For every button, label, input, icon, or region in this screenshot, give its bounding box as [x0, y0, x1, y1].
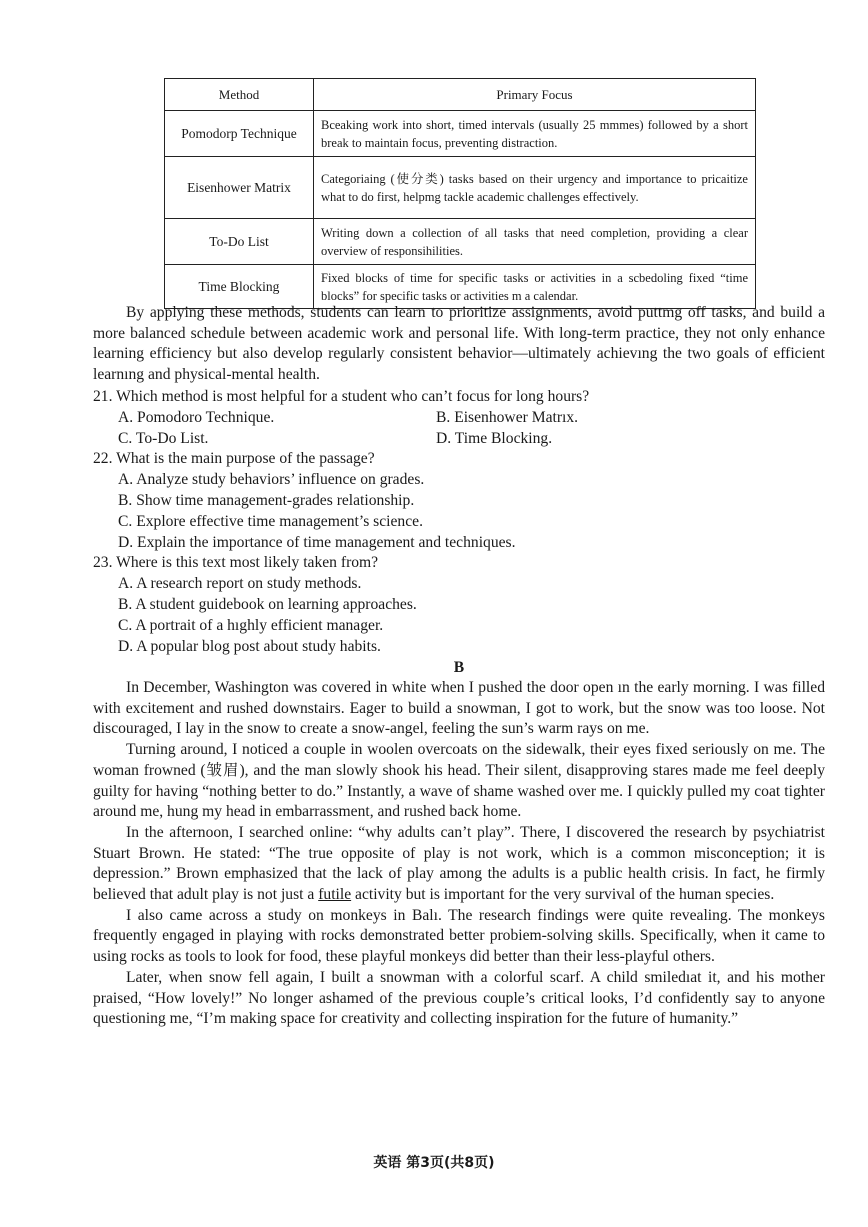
- option: A. A research report on study methods.: [118, 575, 362, 593]
- paragraph: I also came across a study on monkeys in Balı. The research findings were quite revealing. The monkeys frequently engaged in playing with rocks demonstrated better probiem-solving skills. Specifically, when it came to using rocks as tools to look for food, these playful monkeys did better than their less-playful others.: [93, 906, 825, 966]
- section-b-heading: B: [453, 659, 465, 676]
- option: B. A student guidebook on learning approaches.: [118, 595, 417, 613]
- paragraph: In December, Washington was covered in white when I pushed the door open ın the early morning. I was filled with excitement and rushed downstairs. Eager to build a snowman, I got to work, but the snow was too loose. Not discouraged, I lay in the snow to create a snow-angel, feeling the sun’s warm rays on me.: [93, 679, 825, 738]
- header-method: Method: [165, 79, 314, 111]
- paragraph: Turning around, I noticed a couple in woolen overcoats on the sidewalk, their eyes fixed seriously on me. The woman frowned (皱眉), and the man slowly shook his head. Their silent, disapproving stares made me feel deeply guilty for having “nothing better to do.” Instantly, a wave of shame washed over me. I quickly pulled my coat tighter around me, hung my head in embarrassment, and rushed back home.: [93, 741, 825, 821]
- option: C. Explore effective time management’s science.: [118, 512, 423, 530]
- option: C. To-Do List.: [118, 429, 209, 447]
- underlined-word-futile: futile: [318, 886, 352, 904]
- page-footer: 英语 第3页(共8页): [373, 1155, 495, 1171]
- option: A. Pomodoro Technique.: [118, 408, 275, 426]
- questions-block: [93, 387, 825, 657]
- options-21-row2: [118, 429, 825, 450]
- question-23: 23. Where is this text most likely taken from?: [93, 554, 379, 572]
- passage-a-conclusion: [93, 303, 825, 386]
- paragraph: Later, when snow fell again, I built a snowman with a colorful scarf. A child smiledıat it, and his mother praised, “How lovely!” No longer ashamed of the previous couple’s critical looks, I’d confidently say to anyone questioning me, “I’m making space for creativity and collecting inspiration for the future of humanity.”: [93, 968, 825, 1028]
- table-row: [165, 219, 756, 265]
- conclusion-paragraph: By applying these methods, students can learn to prioritize assignments, avoid puttmg off tasks, and build a more balanced schedule between academic work and personal life. With long-term practice, they not only enhance learning efficiency but also develop regularly consistent behavior—ultimately achievıng the two goals of efficient learnıng and physical-mental health.: [93, 304, 825, 384]
- method-cell: To-Do List: [165, 219, 314, 265]
- table-header-row: [165, 79, 756, 111]
- method-cell: Time Blocking: [165, 265, 314, 309]
- options-21-row1: [118, 408, 825, 429]
- paragraph-text: activity but is important for the very survival of the human species.: [351, 886, 775, 904]
- option: C. A portrait of a hıghly efficient manager.: [118, 616, 384, 634]
- header-primary-focus: Primary Focus: [314, 79, 756, 111]
- paragraph: [93, 823, 825, 906]
- table-row: [165, 111, 756, 157]
- option: A. Analyze study behaviors’ influence on grades.: [118, 471, 425, 489]
- table-row: [165, 265, 756, 309]
- focus-cell: Writing down a collection of all tasks that need completion, providing a clear overview of responsihilities.: [314, 219, 756, 265]
- option: B. Eisenhower Matrıx.: [436, 408, 579, 426]
- focus-cell: Bceaking work into short, timed intervals (usually 25 mmmes) followed by a short break to maintain focus, preventing distraction.: [314, 111, 756, 157]
- question-22: 22. What is the main purpose of the passage?: [93, 450, 375, 468]
- method-cell: Pomodorp Technique: [165, 111, 314, 157]
- option: D. A popular blog post about study habits.: [118, 637, 381, 655]
- methods-table: [164, 78, 756, 309]
- method-cell: Eisenhower Matrix: [165, 157, 314, 219]
- focus-cell: Categoriaing (使分类) tasks based on their urgency and importance to pricaitize what to do first, helpmg tackle academic challenges effectively.: [314, 157, 756, 219]
- question-21: 21. Which method is most helpful for a student who can’t focus for long hours?: [93, 388, 590, 405]
- option: B. Show time management-grades relationship.: [118, 491, 415, 509]
- option: D. Time Blocking.: [436, 429, 553, 447]
- option: D. Explain the importance of time management and techniques.: [118, 533, 516, 551]
- paragraph-text: In the afternoon, I searched online: “why adults can’t play”. There, I discovered the research by psychiatrist Stuart Brown. He stated: “The true opposite of play is not work, which is a common misconception; it is depression.” Brown emphasized that the lack of play among the adults is a public health crisis. In fact, he firmly believed that adult play is not just a: [93, 823, 825, 904]
- table-row: [165, 157, 756, 219]
- section-b: [93, 657, 825, 1030]
- focus-cell: Fixed blocks of time for specific tasks or activities in a scbedoling fixed “time blocks” for specific tasks or activities m a calendar.: [314, 265, 756, 309]
